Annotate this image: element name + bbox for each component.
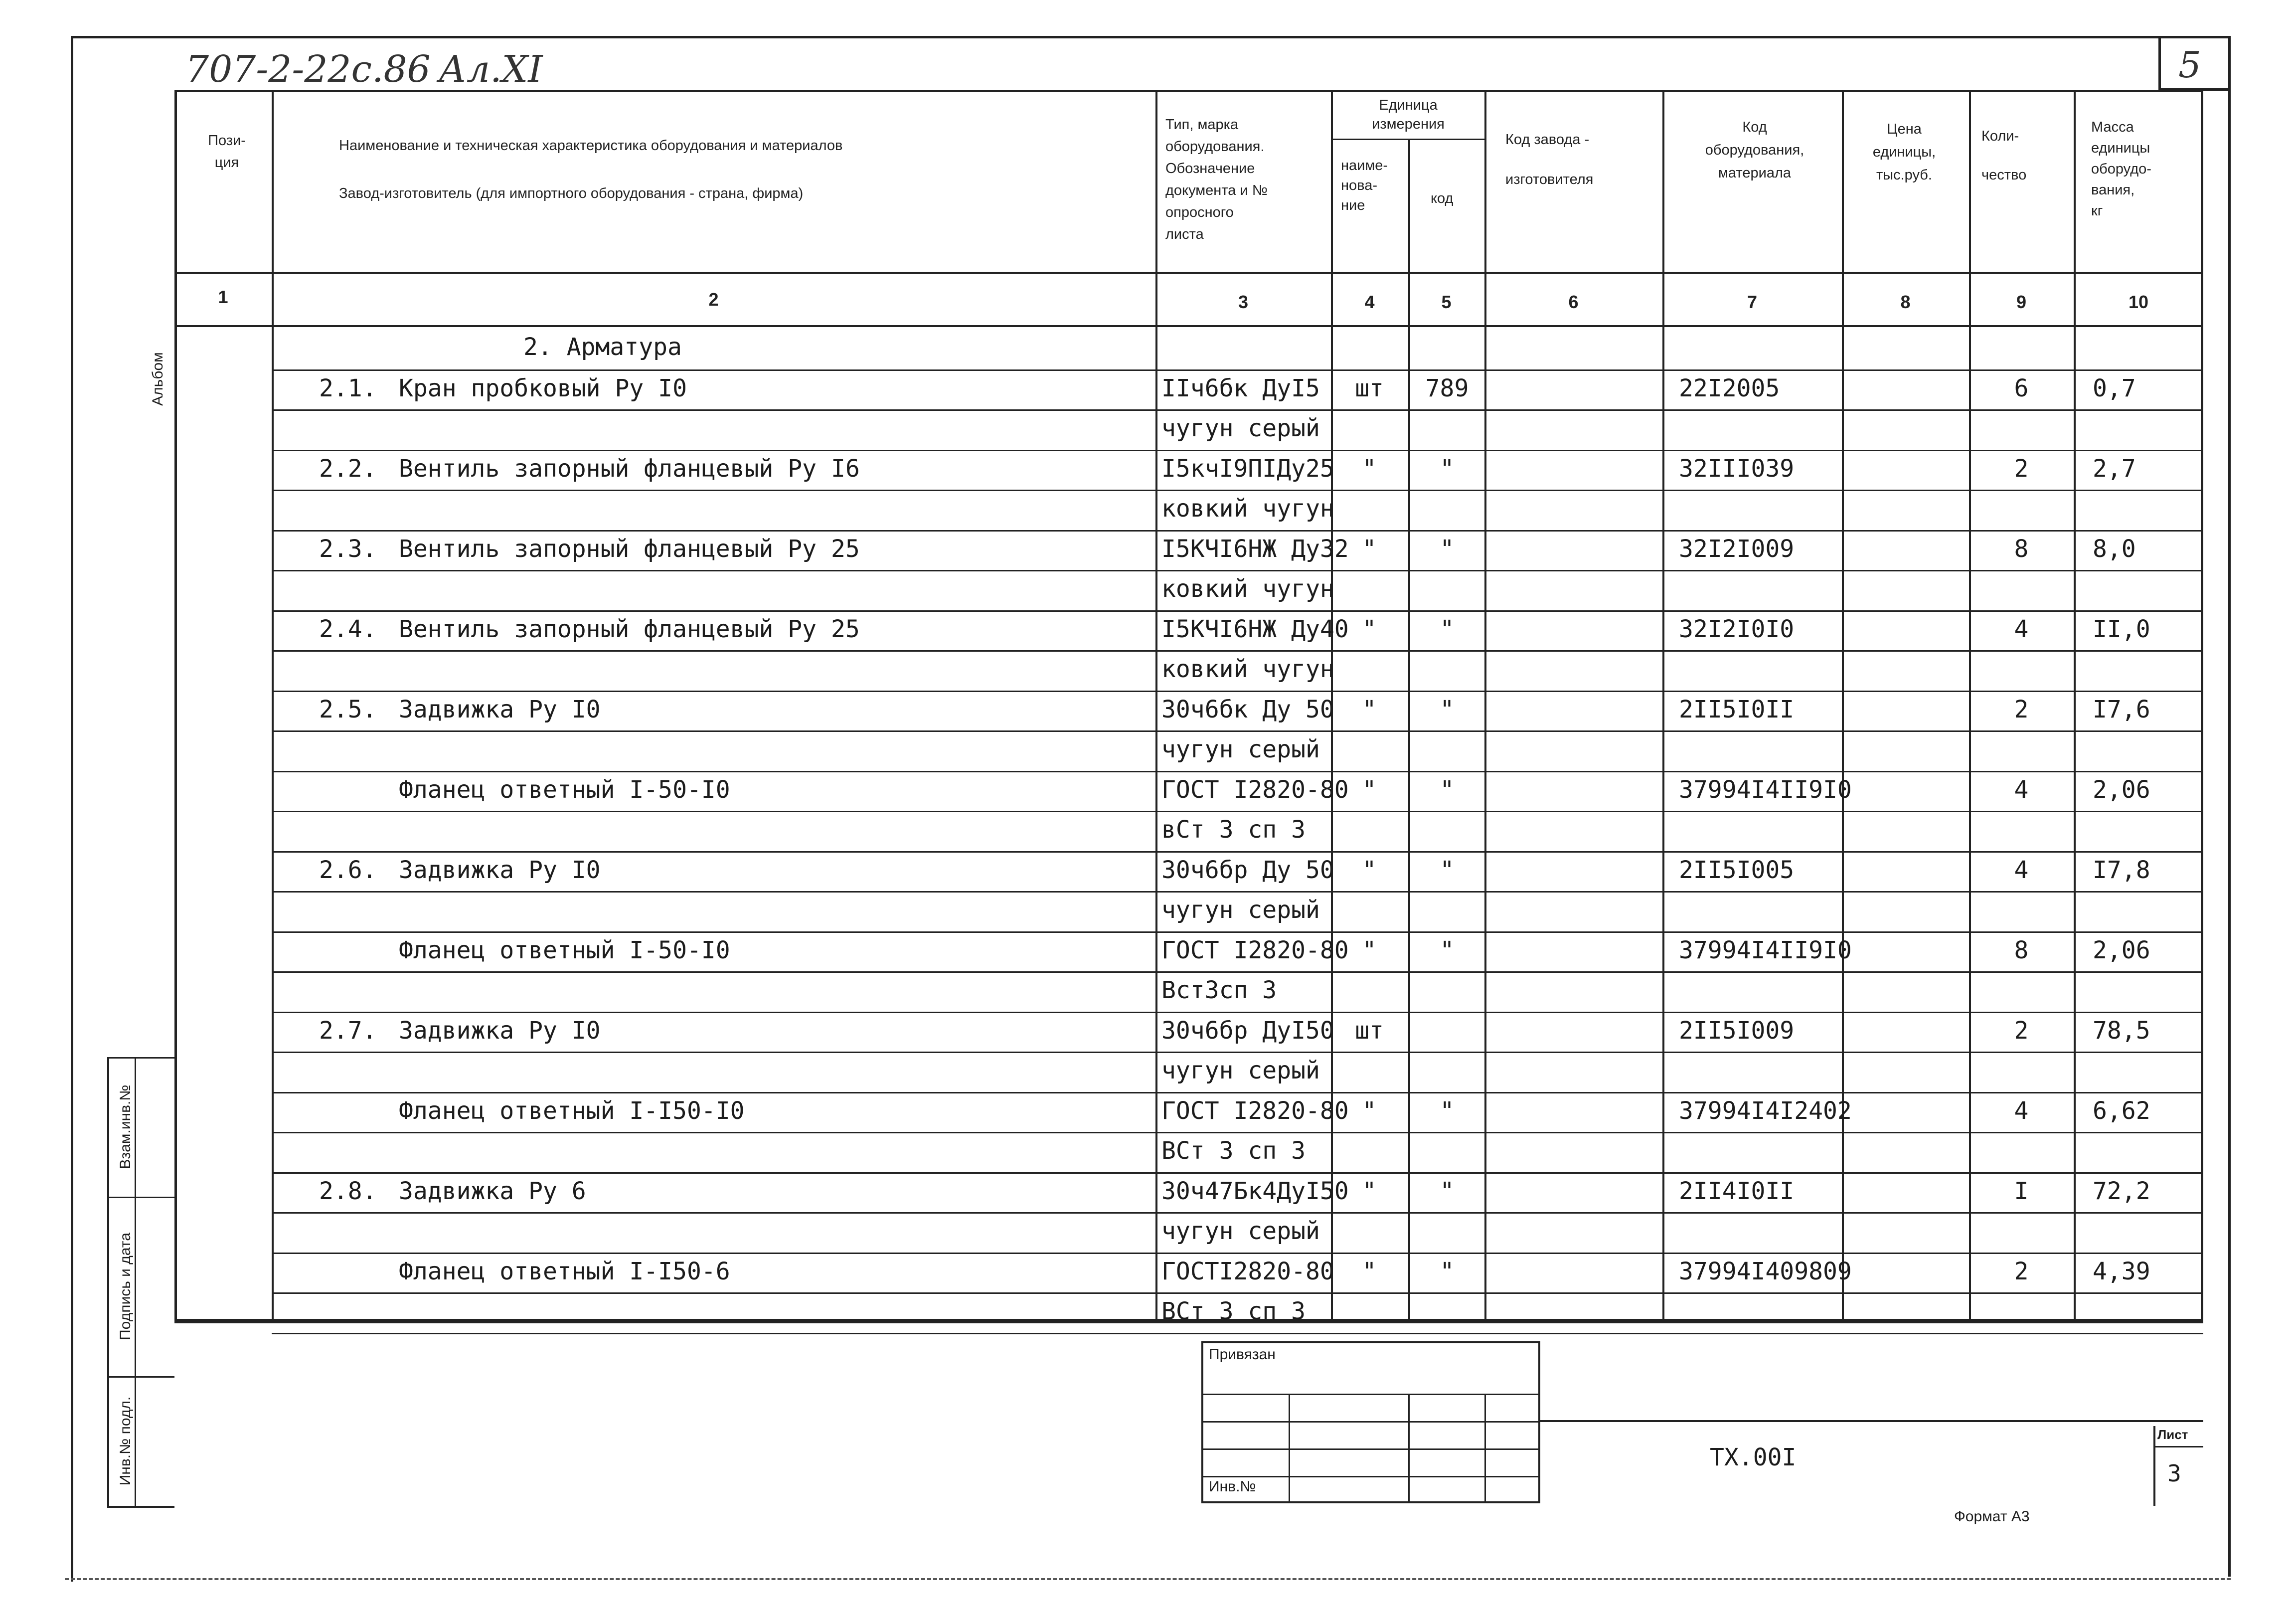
row-unit: " [1362,455,1377,483]
row-unit: " [1362,936,1377,964]
row-line [272,931,2203,933]
row-unit: шт [1355,374,1384,402]
col-title-4: наиме- нова- ние [1341,158,1388,213]
row-quantity: 4 [2014,615,2029,643]
row-material: чугун серый [1161,414,1320,442]
outer-border-top [71,36,2228,38]
side-strip-line [107,1057,109,1506]
row-equipment-code: 2II4I0II [1679,1177,1795,1205]
side-label-inv-podl: Инв.№ подл. [117,1396,134,1486]
row-quantity: 2 [2014,696,2029,723]
row-mass: 78,5 [2093,1017,2150,1045]
row-position: 2.1. [319,374,377,402]
row-mass: 2,06 [2093,936,2150,964]
sheet-number: 3 [2167,1460,2181,1487]
row-unit-code: " [1440,535,1455,563]
row-line [272,971,2203,973]
col-num-5: 5 [1441,292,1452,312]
row-quantity: 2 [2014,1258,2029,1285]
row-mass: I7,6 [2093,696,2150,723]
privyazan-line-3 [1201,1448,1540,1450]
col-title-8: Цена единицы, тыс.руб. [1872,121,1936,183]
row-line [272,1092,2203,1093]
row-unit-code: " [1440,455,1455,483]
col-title-3: Тип, марка оборудования. Обозначение документа и № опросного листа [1165,117,1268,242]
row-line [272,369,2203,371]
row-unit-code: " [1440,1177,1455,1205]
row-name: Кран пробковый Ру I0 [399,374,687,402]
row-type: ГОСТ I2820-80 [1161,936,1349,964]
row-unit-code: " [1440,856,1455,884]
col-title-9: Коли- чество [1981,128,2027,183]
col-title-10: Масса единицы оборудо- вания, кг [2091,119,2151,219]
row-material: ковкий чугун [1161,575,1334,603]
col-num-4: 4 [1364,292,1375,312]
row-material: ВСт 3 сп 3 [1161,1137,1306,1165]
col-num-9: 9 [2016,292,2027,312]
row-position: 2.6. [319,856,377,884]
album-ref: Ал.XI [439,48,543,91]
stamp-top-line [174,1321,2203,1323]
col-title-2: Наименование и техническая характеристика оборудования и материалов [339,138,843,154]
row-mass: 0,7 [2093,374,2136,402]
row-material: ковкий чугун [1161,655,1334,683]
col-line-9 [2074,90,2076,1321]
row-line [272,851,2203,853]
row-mass: 6,62 [2093,1097,2150,1125]
col-line-4 [1408,139,1410,1321]
row-line [272,570,2203,571]
row-line [272,490,2203,491]
row-type: I5кчI9ПIДу25 [1161,455,1334,483]
row-unit: " [1362,535,1377,563]
row-line [272,891,2203,893]
row-unit: " [1362,615,1377,643]
row-equipment-code: 37994I409809 [1679,1258,1852,1285]
row-equipment-code: 32I2I009 [1679,535,1795,563]
row-quantity: 8 [2014,936,2029,964]
row-material: чугун серый [1161,735,1320,763]
row-quantity: 4 [2014,776,2029,804]
row-unit-code: " [1440,696,1455,723]
row-line [272,811,2203,812]
row-name: Фланец ответный I-50-I0 [399,776,730,804]
col-title-1: Пози- ция [208,133,246,171]
privyazan-label: Привязан [1209,1346,1276,1363]
row-type: I5КЧI6НЖ Ду40 [1161,615,1349,643]
row-quantity: 2 [2014,455,2029,483]
row-quantity: 4 [2014,1097,2029,1125]
row-name: Задвижка Ру 6 [399,1177,586,1205]
row-name: Фланец ответный I-50-I0 [399,936,730,964]
outer-border-right [2228,36,2231,1577]
col-line-2 [1155,90,1157,1321]
col-line-5 [1484,90,1486,1321]
unit-group-title: Единица измерения [1372,97,1445,132]
col-num-6: 6 [1568,292,1579,312]
page-number: 5 [2178,44,2201,86]
row-name: Задвижка Ру I0 [399,856,601,884]
sheet-label: Лист [2157,1427,2188,1442]
row-line [272,771,2203,772]
row-equipment-code: 2II5I009 [1679,1017,1795,1045]
row-line [272,1052,2203,1053]
row-type: I5КЧI6НЖ Ду32 [1161,535,1349,563]
row-quantity: 8 [2014,535,2029,563]
row-unit: " [1362,1097,1377,1125]
row-unit: " [1362,1177,1377,1205]
row-type: 30ч6бр ДуI50 [1161,1017,1334,1045]
col-num-10: 10 [2128,292,2149,312]
col-num-8: 8 [1900,292,1911,312]
side-strip-sep-1 [107,1057,174,1059]
row-unit: " [1362,856,1377,884]
row-position: 2.5. [319,696,377,723]
row-unit-code: 789 [1425,374,1469,402]
privyazan-col-3 [1484,1394,1486,1503]
row-equipment-code: 2II5I005 [1679,856,1795,884]
row-unit-code: " [1440,1258,1455,1285]
col-num-3: 3 [1238,292,1249,312]
doc-code: 707-2-22с.86 [185,48,431,91]
row-name: Задвижка Ру I0 [399,1017,601,1045]
outer-border-bottom [65,1578,2231,1580]
row-line [272,1012,2203,1013]
row-material: вСт 3 сп 3 [1161,816,1306,844]
row-line [272,1292,2203,1294]
row-quantity: 6 [2014,374,2029,402]
row-equipment-code: 32III039 [1679,455,1795,483]
privyazan-col-1 [1289,1394,1290,1503]
row-line [272,1212,2203,1214]
row-unit-code: " [1440,1097,1455,1125]
side-label-vzam: Взам.инв.№ [117,1084,134,1169]
row-equipment-code: 37994I4II9I0 [1679,936,1852,964]
colnum-bottom-line [174,325,2203,327]
row-material: ковкий чугун [1161,495,1334,523]
row-mass: I7,8 [2093,856,2150,884]
row-unit: " [1362,776,1377,804]
side-label-album: Альбом [150,352,166,406]
row-name: Задвижка Ру I0 [399,696,601,723]
row-name: Вентиль запорный фланцевый Ру 25 [399,535,860,563]
row-mass: 2,06 [2093,776,2150,804]
col-title-7: Код оборудования, материала [1705,119,1804,181]
side-strip-sep-2 [107,1197,174,1198]
row-name: Вентиль запорный фланцевый Ру 25 [399,615,860,643]
row-equipment-code: 2II5I0II [1679,696,1795,723]
privyazan-line-4 [1201,1476,1540,1477]
row-line [272,1253,2203,1254]
row-mass: 8,0 [2093,535,2136,563]
row-line [272,691,2203,692]
row-type: 30ч6бр Ду 50 [1161,856,1334,884]
col-line-1 [272,90,274,1321]
format-label: Формат А3 [1954,1508,2030,1525]
inv-label: Инв.№ [1209,1478,1256,1495]
sheet-box-divider [2153,1446,2203,1447]
row-quantity: I [2014,1177,2029,1205]
privyazan-line-2 [1201,1421,1540,1423]
row-line [272,450,2203,451]
row-unit: " [1362,1258,1377,1285]
col-title-5: код [1431,190,1454,206]
row-unit-code: " [1440,615,1455,643]
privyazan-col-2 [1408,1394,1410,1503]
side-label-podpis: Подпись и дата [117,1233,134,1340]
row-line [272,650,2203,652]
col-line-7 [1842,90,1844,1321]
row-line [272,1333,2203,1334]
row-position: 2.2. [319,455,377,483]
row-equipment-code: 32I2I0I0 [1679,615,1795,643]
row-position: 2.3. [319,535,377,563]
row-material: ВстЗсп 3 [1161,976,1277,1004]
row-line [272,730,2203,732]
col-line-6 [1662,90,1664,1321]
designation-text: ТХ.00I [1710,1443,1797,1471]
row-type: ГОСТI2820-80 [1161,1258,1334,1285]
row-line [272,409,2203,411]
row-mass: 4,39 [2093,1258,2150,1285]
row-equipment-code: 22I2005 [1679,374,1780,402]
unit-group-line [1331,139,1484,140]
row-quantity: 2 [2014,1017,2029,1045]
row-line [272,530,2203,532]
row-type: IIч6бк ДуI5 [1161,374,1320,402]
row-type: ГОСТ I2820-80 [1161,1097,1349,1125]
row-unit-code: " [1440,776,1455,804]
row-mass: 72,2 [2093,1177,2150,1205]
col-num-2: 2 [708,289,719,310]
row-mass: II,0 [2093,615,2150,643]
row-name: Фланец ответный I-I50-6 [399,1258,730,1285]
col-num-1: 1 [218,287,228,307]
row-type: ГОСТ I2820-80 [1161,776,1349,804]
row-name: Вентиль запорный фланцевый Ру I6 [399,455,860,483]
row-unit: шт [1355,1017,1384,1045]
designation-top-line [1540,1420,2203,1422]
row-material: чугун серый [1161,896,1320,924]
section-title: 2. Арматура [523,333,682,361]
row-quantity: 4 [2014,856,2029,884]
privyazan-line-1 [1201,1394,1540,1395]
row-position: 2.7. [319,1017,377,1045]
header-bottom-line [174,272,2203,274]
row-type: 30ч6бк Ду 50 [1161,696,1334,723]
row-line [272,1172,2203,1174]
outer-border-left [71,36,73,1582]
row-unit-code: " [1440,936,1455,964]
row-type: 30ч47Бк4ДуI50 [1161,1177,1349,1205]
row-material: чугун серый [1161,1217,1320,1245]
col-num-7: 7 [1747,292,1758,312]
row-equipment-code: 37994I4I2402 [1679,1097,1852,1125]
col-subtitle-2: Завод-изготовитель (для импортного оборудования - страна, фирма) [339,185,804,201]
row-position: 2.8. [319,1177,377,1205]
row-line [272,610,2203,612]
row-equipment-code: 37994I4II9I0 [1679,776,1852,804]
row-material: чугун серый [1161,1057,1320,1084]
row-line [272,1132,2203,1133]
col-title-6: Код завода - изготовителя [1505,132,1594,187]
row-material: ВСт 3 сп 3 [1161,1297,1306,1325]
row-unit: " [1362,696,1377,723]
row-position: 2.4. [319,615,377,643]
row-mass: 2,7 [2093,455,2136,483]
row-name: Фланец ответный I-I50-I0 [399,1097,745,1125]
